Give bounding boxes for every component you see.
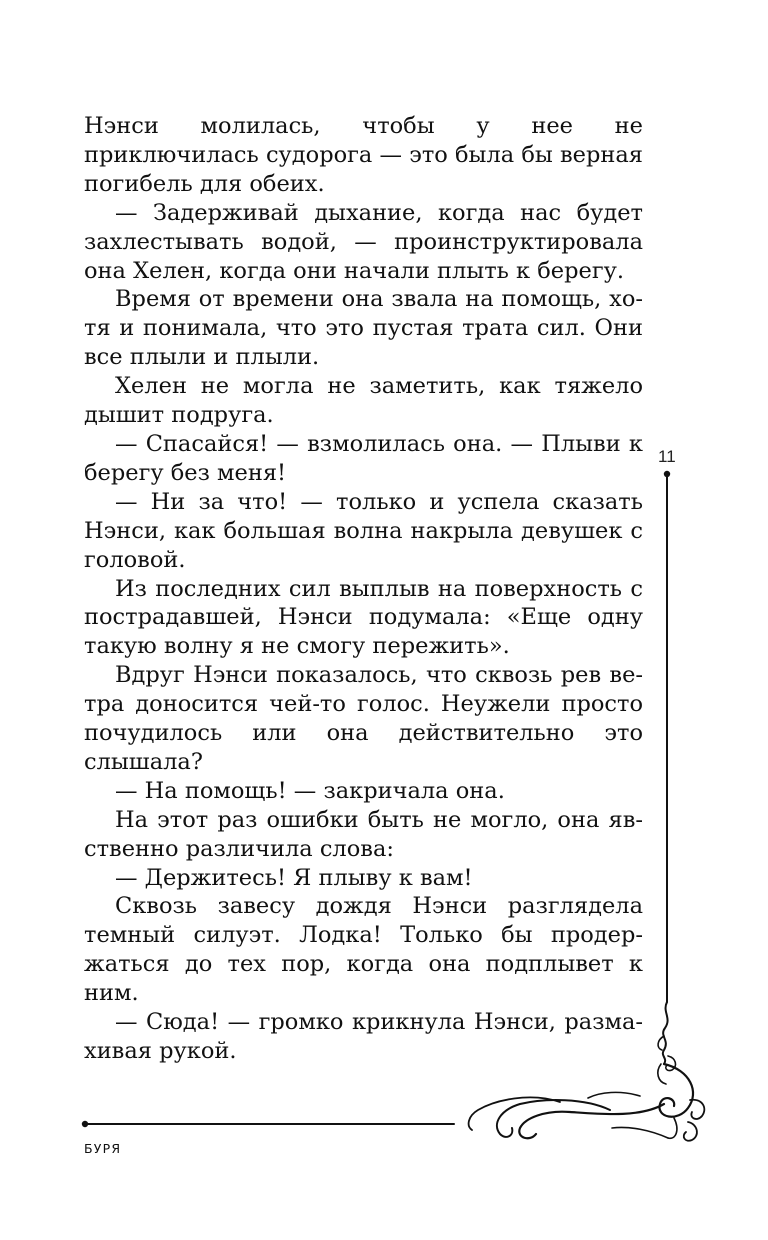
paragraph: — На помощь! — закричала она. [115, 777, 505, 804]
paragraph: Вдруг Нэнси показалось, что сквозь рев ветра доносится чей-то голос. Неужели просто почудилось или она действительно это слышала? [84, 662, 643, 775]
paragraph: — Спасайся! — взмолилась она. — Плыви к берегу без меня! [84, 430, 643, 486]
paragraph: На этот раз ошибки быть не могло, она явственно различила слова: [84, 806, 643, 862]
paragraph: Нэнси молилась, чтобы у нее не приключилась судорога — это была бы верная погибель для обеих. [84, 113, 643, 197]
running-head: БУРЯ [84, 1141, 122, 1156]
paragraph: — Держитесь! Я плыву к вам! [115, 864, 473, 891]
page-number: 11 [658, 447, 676, 466]
paragraph: Сквозь завесу дождя Нэнси разглядела темный силуэт. Лодка! Только бы продержаться до тех пор, когда она подплывет к ним. [84, 893, 643, 1007]
paragraph: — Задерживай дыхание, когда нас будет захлестывать водой, — проинструктировала она Хелен, когда они начали плыть к берегу. [84, 199, 643, 284]
paragraph: — Ни за что! — только и успела сказать Нэнси, как большая волна накрыла девушек с головой. [84, 488, 643, 573]
paragraph: Время от времени она звала на помощь, хотя и понимала, что это пустая трата сил. Они все плыли и плыли. [84, 286, 643, 371]
paragraph: Из последних сил выплыв на поверхность с пострадавшей, Нэнси подумала: «Еще одну такую волну я не смогу пережить». [84, 575, 643, 660]
paragraph: Хелен не могла не заметить, как тяжело дышит подруга. [84, 373, 643, 429]
paragraph: — Сюда! — громко крикнула Нэнси, размахивая рукой. [84, 1009, 643, 1064]
